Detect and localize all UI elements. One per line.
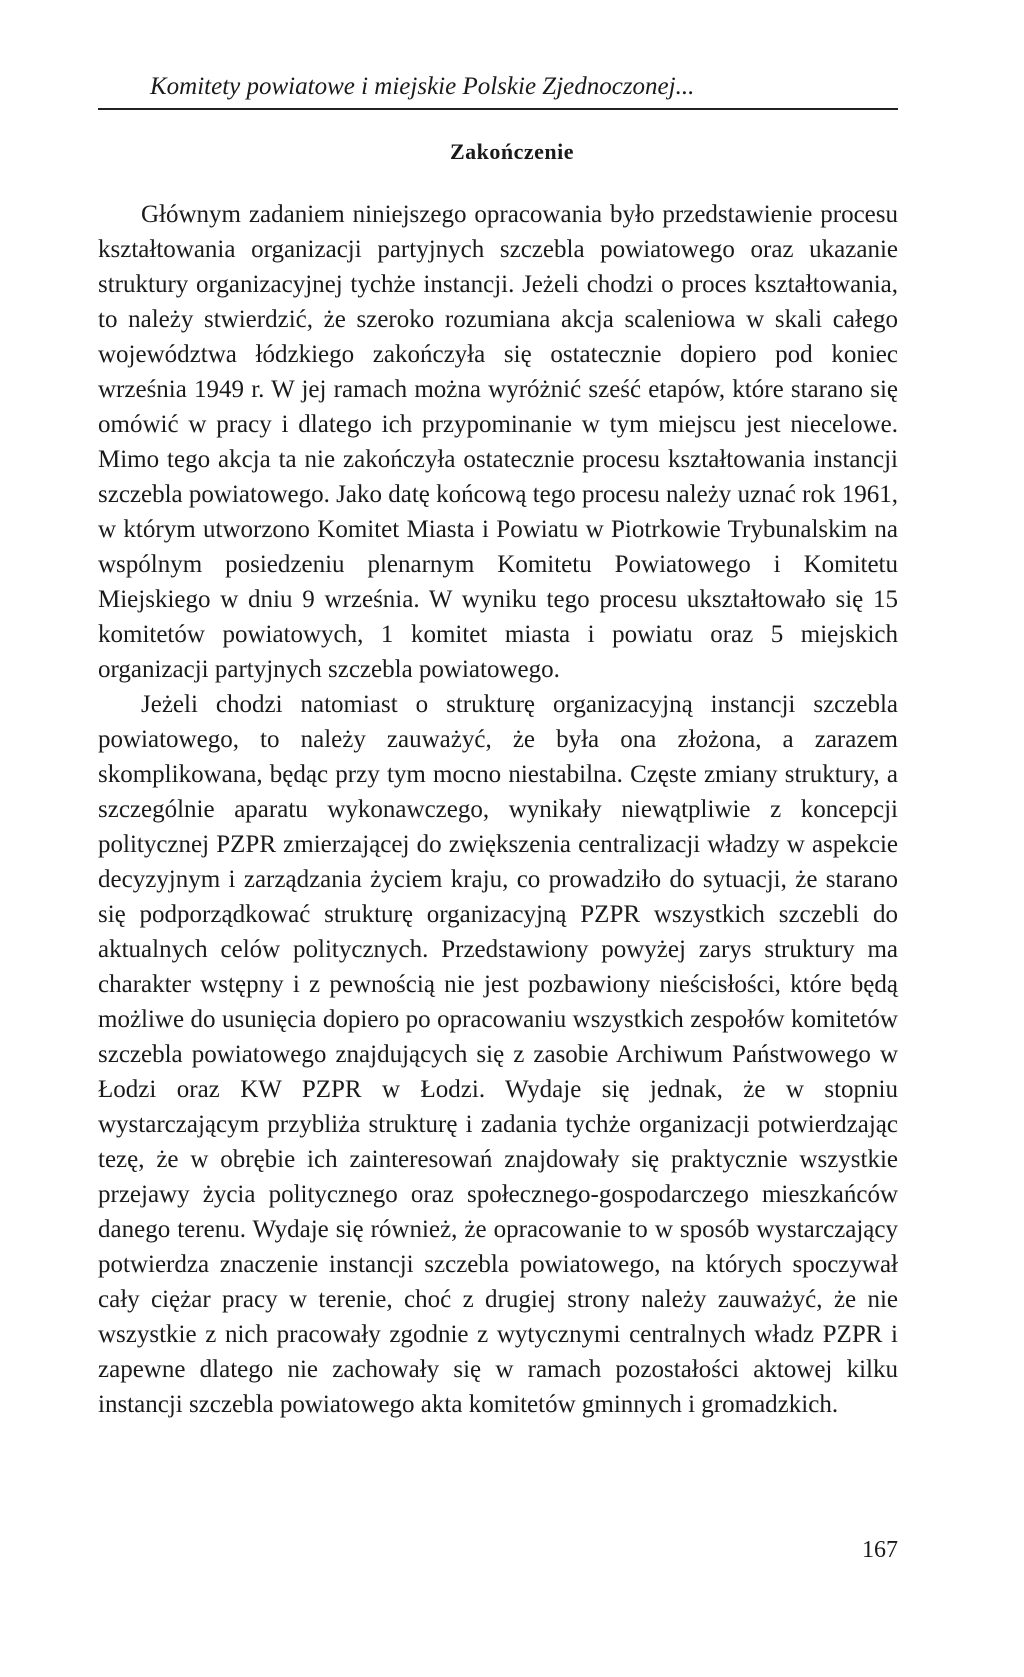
- section-title: Zakończenie: [449, 139, 575, 164]
- paragraph: Głównym zadaniem niniejszego opracowania było przedstawienie procesu kształtowania organizacji partyjnych szczebla powiatowego oraz ukazanie struktury organizacyjnej tychże instancji. Jeżeli chodzi o proces kształtowania, to należy stwierdzić, że szeroko rozumiana akcja scaleniowa w skali całego województwa łódzkiego zakończyła się ostatecznie dopiero pod koniec września 1949 r. W jej ramach można wyróżnić sześć etapów, które starano się omówić w pracy i dlatego ich przypominanie w tym miejscu jest niecelowe. Mimo tego akcja ta nie zakończyła ostatecznie procesu kształtowania instancji szczebla powiatowego. Jako datę końcową tego procesu należy uznać rok 1961, w którym utworzono Komitet Miasta i Powiatu w Piotrkowie Trybunalskim na wspólnym posiedzeniu plenarnym Komitetu Powiatowego i Komitetu Miejskiego w dniu 9 września. W wyniku tego procesu ukształtowało się 15 komitetów powiatowych, 1 komitet miasta i powiatu oraz 5 miejskich organizacji partyjnych szczebla powiatowego.: [98, 201, 898, 683]
- paragraph: Jeżeli chodzi natomiast o strukturę organizacyjną instancji szczebla powiatowego, to należy zauważyć, że była ona złożona, a zarazem skomplikowana, będąc przy tym mocno niestabilna. Częste zmiany struktury, a szczególnie aparatu wykonawczego, wynikały niewątpliwie z koncepcji politycznej PZPR zmierzającej do zwiększenia centralizacji władzy w aspekcie decyzyjnym i zarządzania życiem kraju, co prowadziło do sytuacji, że starano się podporządkować strukturę organizacyjną PZPR wszystkich szczebli do aktualnych celów politycznych. Przedstawiony powyżej zarys struktury ma charakter wstępny i z pewnością nie jest pozbawiony nieścisłości, które będą możliwe do usunięcia dopiero po opracowaniu wszystkich zespołów komitetów szczebla powiatowego znajdujących się z zasobie Archiwum Państwowego w Łodzi oraz KW PZPR w Łodzi. Wydaje się jednak, że w stopniu wystarczającym przybliża strukturę i zadania tychże organizacji potwierdzając tezę, że w obrębie ich zainteresowań znajdowały się praktycznie wszystkie przejawy życia politycznego oraz społecznego-gospodarczego mieszkańców danego terenu. Wydaje się również, że opracowanie to w sposób wystarczający potwierdza znaczenie instancji szczebla powiatowego, na których spoczywał cały ciężar pracy w terenie, choć z drugiej strony należy zauważyć, że nie wszystkie z nich pracowały zgodnie z wytycznymi centralnych władz PZPR i zapewne dlatego nie zachowały się w ramach pozostałości aktowej kilku instancji szczebla powiatowego akta komitetów gminnych i gromadzkich.: [98, 691, 898, 1418]
- header-divider: [98, 108, 898, 110]
- page-number: 167: [862, 1537, 898, 1563]
- running-head: Komitety powiatowe i miejskie Polskie Zjednoczonej...: [150, 73, 695, 100]
- body-text: [98, 197, 898, 1422]
